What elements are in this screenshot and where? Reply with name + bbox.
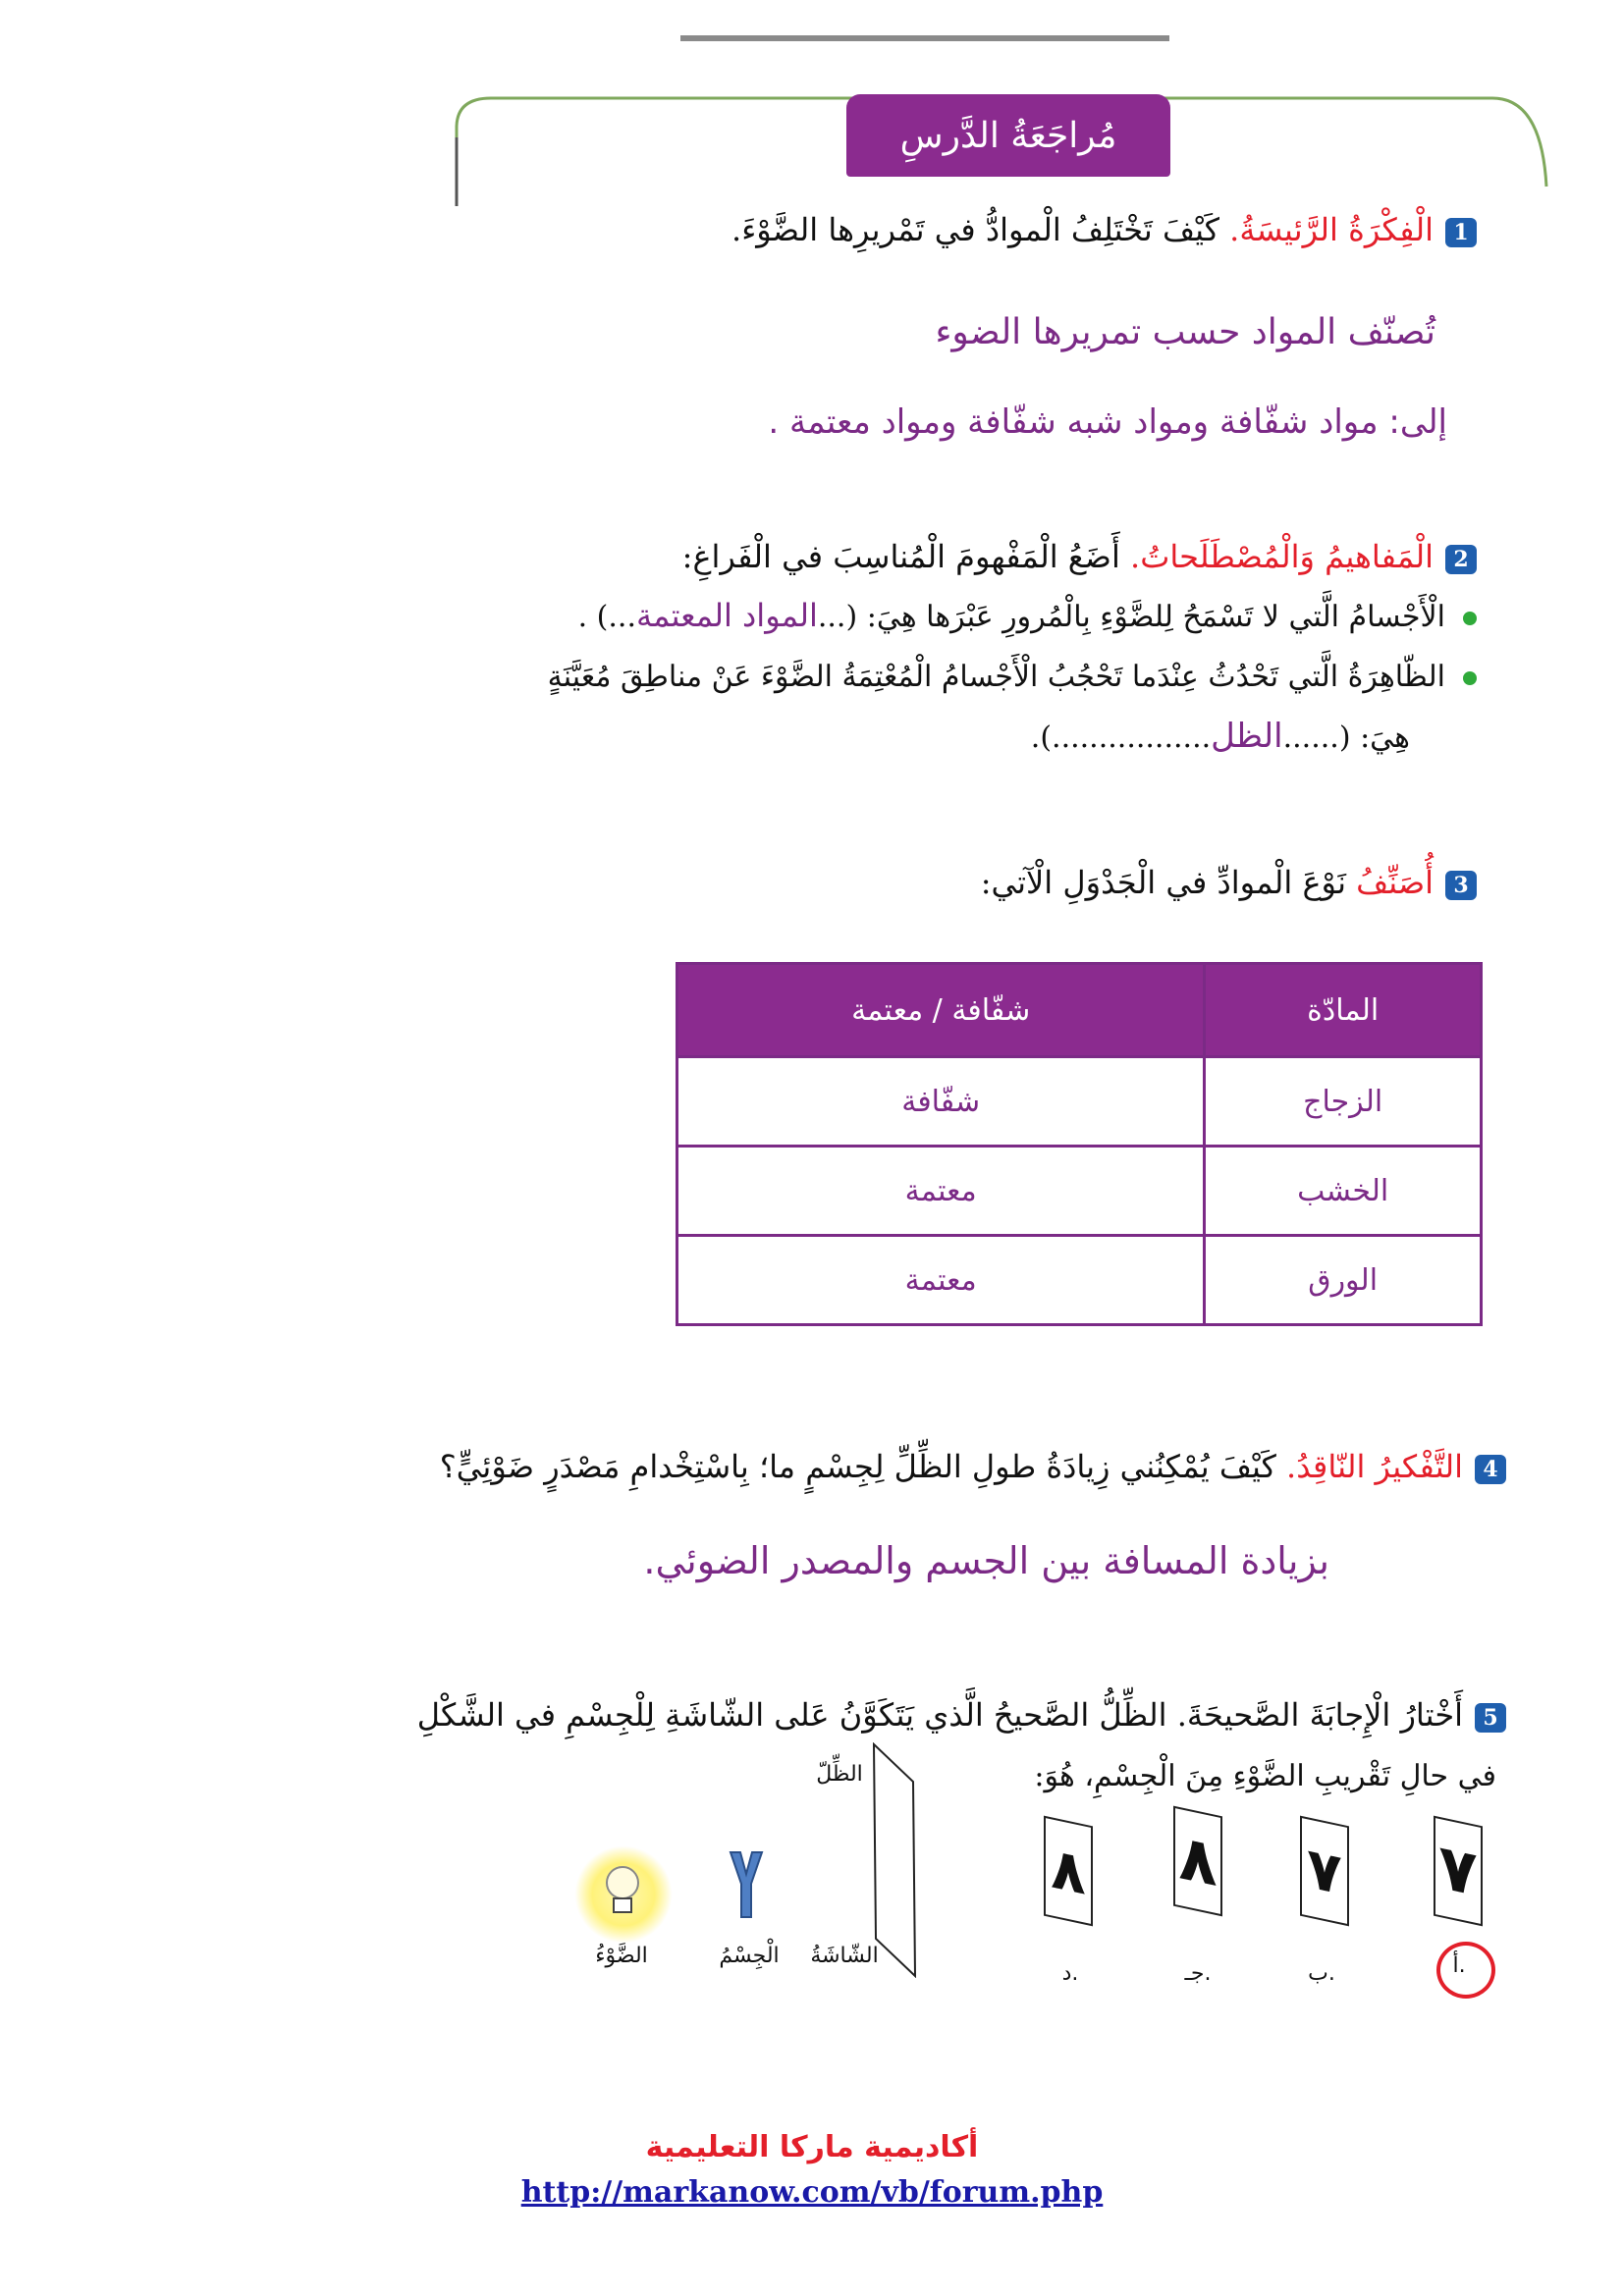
q4-answer: بزيادة المسافة بين الجسم والمصدر الضوئي.	[643, 1539, 1329, 1582]
q4-number: 4	[1475, 1455, 1506, 1484]
q4-question	[328, 1448, 1506, 1485]
q1-answer-line2: إلى: مواد شفّافة ومواد شبه شفّافة ومواد معتمة .	[768, 402, 1447, 442]
q5-text: الظِّلُّ الصَّحيحُ الَّذي يَتَكَوَّنُ عَلى الشّاشَةِ لِلْجِسْمِ في الشَّكْلِ	[416, 1696, 1167, 1734]
q2-item1-text: الْأَجْسامُ الَّتي لا تَسْمَحُ لِلضَّوْءِ بِالْمُرورِ عَبْرَها هِيَ: (...	[817, 600, 1445, 634]
option-d-letter: د.	[1061, 1961, 1079, 1986]
q2-item2-line2	[428, 717, 1410, 756]
footer-academy: أكاديمية ماركا التعليمية	[645, 2130, 979, 2164]
q5-label: أَخْتارُ الْإِجابَةَ الصَّحيحَةَ.	[1176, 1696, 1463, 1734]
option-c-card[interactable]: ٨	[1173, 1806, 1222, 1917]
q1-answer-line1: تُصنّف المواد حسب تمريرها الضوء	[935, 312, 1435, 352]
selected-answer-circle	[1436, 1942, 1495, 1999]
table-row	[677, 1147, 1482, 1236]
object-label: الْجِسْمُ	[719, 1944, 780, 1968]
q1-label: الْفِكْرَةُ الرَّئيسَةُ.	[1229, 211, 1434, 248]
q1-text: كَيْفَ تَخْتَلِفُ الْموادُّ في تَمْريرِها الضَّوْءَ.	[731, 211, 1219, 248]
option-b-letter: ب.	[1308, 1961, 1335, 1986]
q4-text: كَيْفَ يُمْكِنُني زِيادَةُ طولِ الظِّلِّ لِجِسْمٍ ما؛ بِاسْتِخْدامِ مَصْدَرٍ ضَوْئِيٍّ؟	[439, 1448, 1276, 1485]
q2-item1	[397, 597, 1477, 634]
option-d-card[interactable]: ٨	[1044, 1816, 1093, 1927]
cell-type: شفّافة	[677, 1057, 1205, 1147]
q1-number: 1	[1445, 218, 1477, 247]
q5-number: 5	[1475, 1703, 1506, 1733]
cell-type: معتمة	[677, 1236, 1205, 1325]
light-label: الضَّوْءُ	[595, 1944, 648, 1968]
q5-question	[328, 1696, 1506, 1734]
cell-material: الورق	[1205, 1236, 1482, 1325]
lesson-review-banner: مُراجَعَةُ الدَّرسِ	[846, 94, 1170, 177]
cell-material: الخشب	[1205, 1147, 1482, 1236]
q2-item2	[338, 660, 1477, 694]
q4-label: التَّفْكيرُ النّاقِدُ.	[1286, 1448, 1463, 1485]
q3-label: أُصَنِّفُ	[1356, 864, 1434, 901]
q2-number: 2	[1445, 545, 1477, 574]
bullet-icon	[1463, 671, 1477, 685]
screen-label: الشّاشَةُ	[810, 1944, 879, 1968]
shadow-label: الظِّلّ	[816, 1762, 863, 1787]
materials-table	[676, 962, 1483, 1326]
q2-question	[397, 538, 1477, 575]
header-type: شفّافة / معتمة	[677, 964, 1205, 1057]
cell-material: الزجاج	[1205, 1057, 1482, 1147]
q2-item1-answer: المواد المعتمة	[635, 597, 818, 634]
bullet-icon	[1463, 612, 1477, 625]
q2-item2-end: .................).	[1030, 721, 1212, 755]
top-rule	[680, 35, 1169, 41]
q3-question	[397, 864, 1477, 901]
footer-url	[0, 2175, 1624, 2210]
cell-type: معتمة	[677, 1147, 1205, 1236]
table-row	[677, 1236, 1482, 1325]
object-shape	[727, 1850, 766, 1919]
option-a-card[interactable]: ٧	[1434, 1816, 1483, 1927]
lightbulb-icon	[601, 1863, 644, 1922]
table-row	[677, 1057, 1482, 1147]
q3-number: 3	[1445, 871, 1477, 900]
q2-item2-text: الظّاهِرَةُ الَّتي تَحْدُثُ عِنْدَما تَحْجُبُ الْأَجْسامُ الْمُعْتِمَةُ الضَّوْءَ عَنْ مناطِقَ مُعَيَّنَةٍ	[547, 660, 1445, 694]
q2-item1-end: ...) .	[577, 600, 636, 634]
q1-question	[397, 211, 1477, 248]
q2-label: الْمَفاهيمُ وَالْمُصْطَلَحاتُ.	[1130, 538, 1434, 575]
option-b-card[interactable]: ٧	[1300, 1816, 1349, 1927]
q3-text: نَوْعَ الْموادِّ في الْجَدْوَلِ الْآتي:	[980, 864, 1346, 901]
q5-question-line2: في حالِ تَقْريبِ الضَّوْءِ مِنَ الْجِسْمِ، هُوَ:	[1034, 1759, 1496, 1793]
header-material: المادّة	[1205, 964, 1482, 1057]
option-a-letter: أ.	[1452, 1953, 1466, 1978]
table-header-row	[677, 964, 1482, 1057]
forum-link[interactable]: http://markanow.com/vb/forum.php	[520, 2175, 1104, 2210]
q2-text: أَضَعُ الْمَفْهومَ الْمُناسِبَ في الْفَراغِ:	[681, 538, 1120, 575]
q2-item2-answer: الظل	[1211, 717, 1283, 756]
q2-item2-prefix: هِيَ: (......	[1282, 721, 1410, 755]
option-c-letter: جـ.	[1184, 1961, 1212, 1986]
